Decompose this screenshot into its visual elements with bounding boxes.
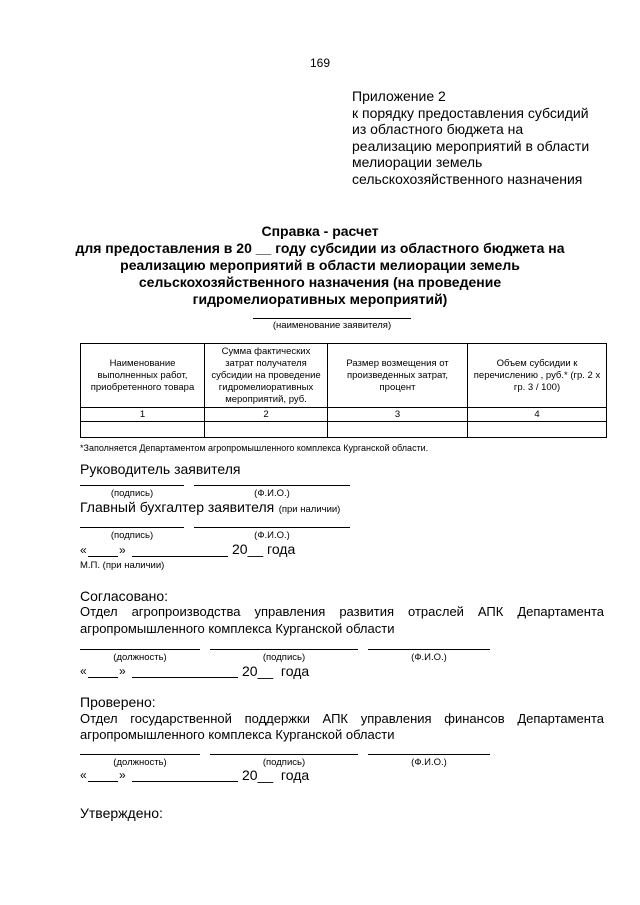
fio-line xyxy=(194,485,350,486)
date-year: 20__ года xyxy=(242,663,310,679)
doc-subtitle-line: реализацию мероприятий в области мелиорации земель xyxy=(120,257,520,273)
table-cell xyxy=(81,422,205,438)
signature-caption: (подпись) xyxy=(110,530,154,541)
date-open-quote: « xyxy=(80,664,87,678)
appendix-title: Приложение 2 xyxy=(352,88,446,104)
date-close-quote: » xyxy=(119,768,126,782)
doc-subtitle-line: гидромелиоративных мероприятий) xyxy=(192,291,448,307)
signature-line xyxy=(210,649,358,650)
position-caption: (должность) xyxy=(113,757,167,768)
approved-title: Утверждено: xyxy=(80,805,163,821)
date-open-quote: « xyxy=(80,768,87,782)
appendix-line: мелиорации земель xyxy=(352,154,483,170)
applicant-caption: (наименование заявителя) xyxy=(272,320,392,331)
applicant-name-line xyxy=(253,318,411,319)
accountant-title: Главный бухгалтер заявителя xyxy=(80,499,275,515)
date-month-line xyxy=(132,556,228,557)
stamp-note: М.П. (при наличии) xyxy=(80,560,165,571)
table-cell xyxy=(328,422,468,438)
fio-line xyxy=(368,754,490,755)
signature-line xyxy=(210,754,358,755)
date-year: 20__ года xyxy=(242,767,310,783)
page-number: 169 xyxy=(309,56,331,70)
doc-title: Справка - расчет xyxy=(261,223,379,239)
date-month-line xyxy=(132,781,238,782)
appendix-line: к порядку предоставления субсидий xyxy=(352,104,589,121)
agreed-dept-line: Отдел агропроизводства управления развития отраслей АПК Департамента xyxy=(80,604,604,619)
fio-caption: (Ф.И.О.) xyxy=(254,488,290,499)
signature-caption: (подпись) xyxy=(262,652,306,663)
signature-line xyxy=(80,485,184,486)
table-header-cell: Сумма фактических затрат получателя субсидии на проведение гидромелиоративных мероприятий, руб. xyxy=(205,344,328,408)
table-header-cell: Наименование выполненных работ, приобретенного товара xyxy=(81,344,205,408)
position-line xyxy=(80,754,200,755)
signature-line xyxy=(80,527,184,528)
agreed-dept-line: агропромышленного комплекса Курганской области xyxy=(80,621,395,636)
appendix-line: реализацию мероприятий в области xyxy=(352,137,590,154)
head-title: Руководитель заявителя xyxy=(80,461,241,477)
fio-caption: (Ф.И.О.) xyxy=(411,757,447,768)
date-day-line xyxy=(88,677,118,678)
table-number-cell: 1 xyxy=(81,408,205,422)
table-row xyxy=(81,422,607,438)
appendix-line: сельскохозяйственного назначения xyxy=(352,170,583,187)
table-number-row xyxy=(81,408,607,422)
checked-title: Проверено: xyxy=(80,694,156,710)
doc-subtitle-line: для предоставления в 20 __ году субсидии из областного бюджета на xyxy=(75,240,565,256)
table-number-cell: 3 xyxy=(328,408,468,422)
date-close-quote: » xyxy=(119,543,126,557)
agreed-title: Согласовано: xyxy=(80,588,169,604)
checked-dept-line: агропромышленного комплекса Курганской области xyxy=(80,727,395,742)
date-close-quote: » xyxy=(119,664,126,678)
fio-caption: (Ф.И.О.) xyxy=(254,530,290,541)
calculation-table xyxy=(80,343,607,438)
date-open-quote: « xyxy=(80,543,87,557)
fio-caption: (Ф.И.О.) xyxy=(411,652,447,663)
doc-subtitle-line: сельскохозяйственного назначения (на проведение xyxy=(138,274,502,290)
table-number-cell: 2 xyxy=(205,408,328,422)
table-header-row xyxy=(81,344,607,408)
position-line xyxy=(80,649,200,650)
table-number-cell: 4 xyxy=(468,408,607,422)
date-day-line xyxy=(88,556,118,557)
fio-line xyxy=(194,527,350,528)
date-day-line xyxy=(88,781,118,782)
position-caption: (должность) xyxy=(113,652,167,663)
footnote: *Заполняется Департаментом агропромышленного комплекса Курганской области. xyxy=(80,443,429,453)
table-cell xyxy=(468,422,607,438)
accountant-title-row xyxy=(80,499,340,517)
doc-subtitle xyxy=(60,240,580,308)
fio-line xyxy=(368,649,490,650)
accountant-note: (при наличии) xyxy=(278,504,341,515)
appendix-block xyxy=(352,88,614,187)
signature-caption: (подпись) xyxy=(262,757,306,768)
appendix-line: из областного бюджета на xyxy=(352,121,524,137)
signature-caption: (подпись) xyxy=(110,488,154,499)
table-cell xyxy=(205,422,328,438)
table-header-cell: Объем субсидии к перечислению , руб.* (гр. 2 х гр. 3 / 100) xyxy=(468,344,607,408)
date-month-line xyxy=(132,677,238,678)
table-header-cell: Размер возмещения от произведенных затрат, процент xyxy=(328,344,468,408)
date-year: 20__ года xyxy=(232,541,296,557)
checked-dept-line: Отдел государственной поддержки АПК управления финансов Департамента xyxy=(80,711,604,726)
